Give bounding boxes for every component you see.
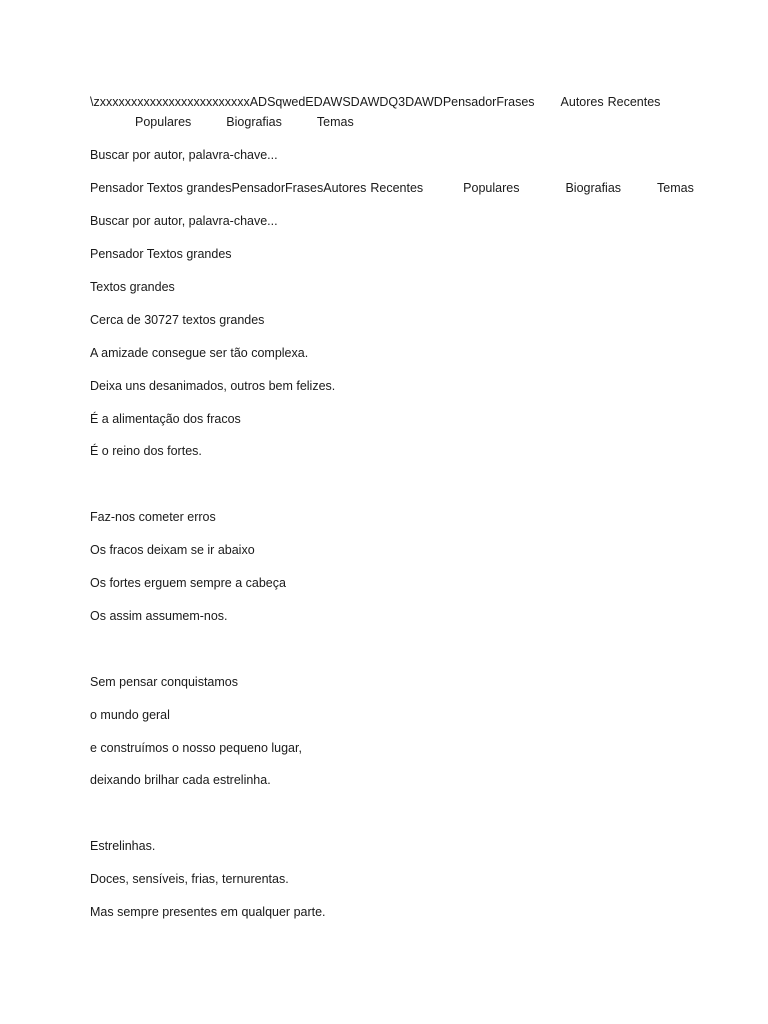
poem-line: Faz-nos cometer erros xyxy=(90,510,216,524)
nav-biografias-link[interactable]: Biografias xyxy=(226,115,282,129)
results-count: Cerca de 30727 textos grandes xyxy=(90,313,265,327)
poem-line: e construímos o nosso pequeno lugar, xyxy=(90,741,302,755)
search-field-2[interactable]: Buscar por autor, palavra-chave... xyxy=(90,214,278,228)
poem-line: o mundo geral xyxy=(90,708,170,722)
second-nav-temas-link[interactable]: Temas xyxy=(657,181,694,195)
garbled-prefix-text: \zxxxxxxxxxxxxxxxxxxxxxxxxADSqwedEDAWSDAWDQ3DAWD xyxy=(90,95,443,109)
nav-brand-link[interactable]: Pensador xyxy=(442,95,497,109)
page-title: Textos grandes xyxy=(90,280,175,294)
poem-line: deixando brilhar cada estrelinha. xyxy=(90,773,271,787)
nav-temas-link[interactable]: Temas xyxy=(316,115,354,129)
breadcrumb[interactable]: Pensador Textos grandes xyxy=(90,247,232,261)
nav-autores-link[interactable]: Autores xyxy=(560,95,604,109)
poem-line: É o reino dos fortes. xyxy=(90,444,202,458)
poem-line: Mas sempre presentes em qualquer parte. xyxy=(90,905,326,919)
second-nav-breadcrumb[interactable]: Pensador Textos grandes xyxy=(90,181,232,195)
nav-recentes-link[interactable]: Recentes xyxy=(607,95,661,109)
poem-line: A amizade consegue ser tão complexa. xyxy=(90,346,309,360)
search-field[interactable]: Buscar por autor, palavra-chave... xyxy=(90,148,278,162)
second-nav-biografias-link[interactable]: Biografias xyxy=(565,181,622,195)
nav-frases-link[interactable]: Frases xyxy=(496,95,535,109)
second-nav-recentes-link[interactable]: Recentes xyxy=(370,181,424,195)
poem-line: Estrelinhas. xyxy=(90,839,156,853)
second-nav-frases-link[interactable]: Frases xyxy=(285,181,324,195)
second-nav xyxy=(90,180,694,196)
top-nav xyxy=(90,94,660,110)
top-nav-continued xyxy=(135,114,354,130)
poem-line: É a alimentação dos fracos xyxy=(90,412,241,426)
poem-line: Doces, sensíveis, frias, ternurentas. xyxy=(90,872,289,886)
poem-line: Os fracos deixam se ir abaixo xyxy=(90,543,255,557)
poem-line: Sem pensar conquistamos xyxy=(90,675,238,689)
second-nav-autores-link[interactable]: Autores xyxy=(323,181,367,195)
second-nav-brand-link[interactable]: Pensador xyxy=(231,181,286,195)
poem-line: Os assim assumem-nos. xyxy=(90,609,228,623)
poem-line: Deixa uns desanimados, outros bem felizes. xyxy=(90,379,336,393)
nav-populares-link[interactable]: Populares xyxy=(135,115,192,129)
second-nav-populares-link[interactable]: Populares xyxy=(463,181,520,195)
poem-line: Os fortes erguem sempre a cabeça xyxy=(90,576,286,590)
